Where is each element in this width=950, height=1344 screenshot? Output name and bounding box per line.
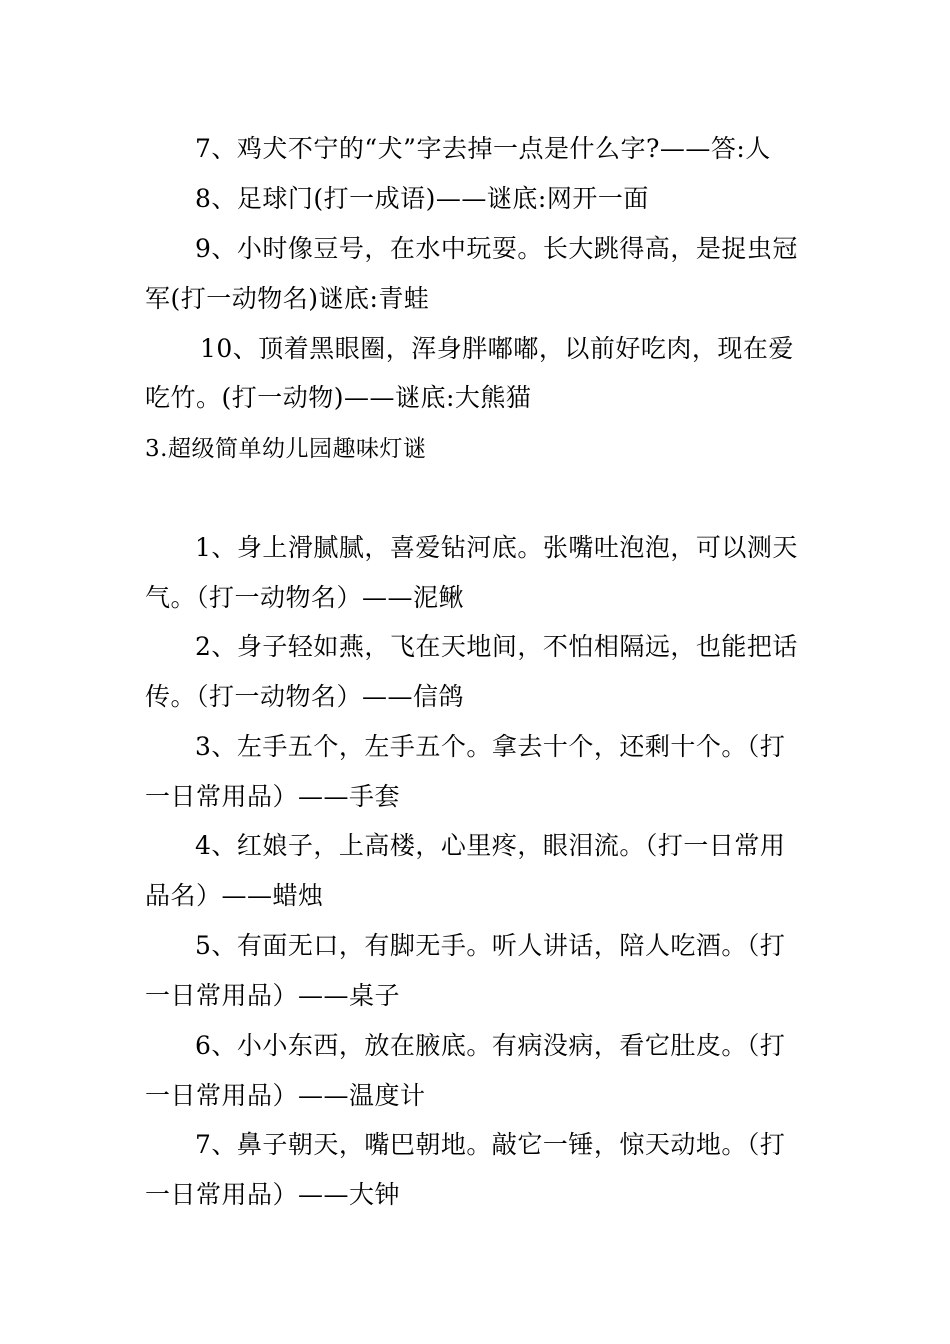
kid-riddle-7-line-1: 7、鼻子朝天，嘴巴朝地。敲它一锤，惊天动地。（打 <box>195 1130 786 1159</box>
kid-riddle-2-line-2: 传。（打一动物名）——信鸽 <box>145 682 465 711</box>
kid-riddle-4-line-2: 品名）——蜡烛 <box>145 881 324 910</box>
riddle-9-line-2: 军(打一动物名)谜底:青蛙 <box>145 284 430 313</box>
kid-riddle-6-line-1: 6、小小东西，放在腋底。有病没病，看它肚皮。（打 <box>195 1031 786 1060</box>
kid-riddle-3-line-2: 一日常用品）——手套 <box>145 782 401 811</box>
kid-riddle-5-line-2: 一日常用品）——桌子 <box>145 981 401 1010</box>
riddle-9-line-1: 9、小时像豆号，在水中玩耍。长大跳得高，是捉虫冠 <box>195 234 798 263</box>
kid-riddle-1-line-2: 气。（打一动物名）——泥鳅 <box>145 583 465 612</box>
riddle-10-line-2: 吃竹。(打一动物)——谜底:大熊猫 <box>145 383 532 412</box>
kid-riddle-2-line-1: 2、身子轻如燕，飞在天地间，不怕相隔远，也能把话 <box>195 632 798 661</box>
kid-riddle-4-line-1: 4、红娘子，上高楼，心里疼，眼泪流。（打一日常用 <box>195 831 786 860</box>
section-heading: 3.超级简单幼儿园趣味灯谜 <box>145 436 427 462</box>
kid-riddle-5-line-1: 5、有面无口，有脚无手。听人讲话，陪人吃酒。（打 <box>195 931 786 960</box>
kid-riddle-1-line-1: 1、身上滑腻腻，喜爱钻河底。张嘴吐泡泡，可以测天 <box>195 533 798 562</box>
kid-riddle-7-line-2: 一日常用品）——大钟 <box>145 1180 401 1209</box>
riddle-8-line-1: 8、足球门(打一成语)——谜底:网开一面 <box>195 184 649 213</box>
kid-riddle-3-line-1: 3、左手五个，左手五个。拿去十个，还剩十个。（打 <box>195 732 786 761</box>
riddle-10-line-1: 10、顶着黑眼圈，浑身胖嘟嘟，以前好吃肉，现在爱 <box>200 334 794 363</box>
kid-riddle-6-line-2: 一日常用品）——温度计 <box>145 1081 426 1110</box>
riddle-7-line-1: 7、鸡犬不宁的“犬”字去掉一点是什么字?——答:人 <box>195 134 771 163</box>
